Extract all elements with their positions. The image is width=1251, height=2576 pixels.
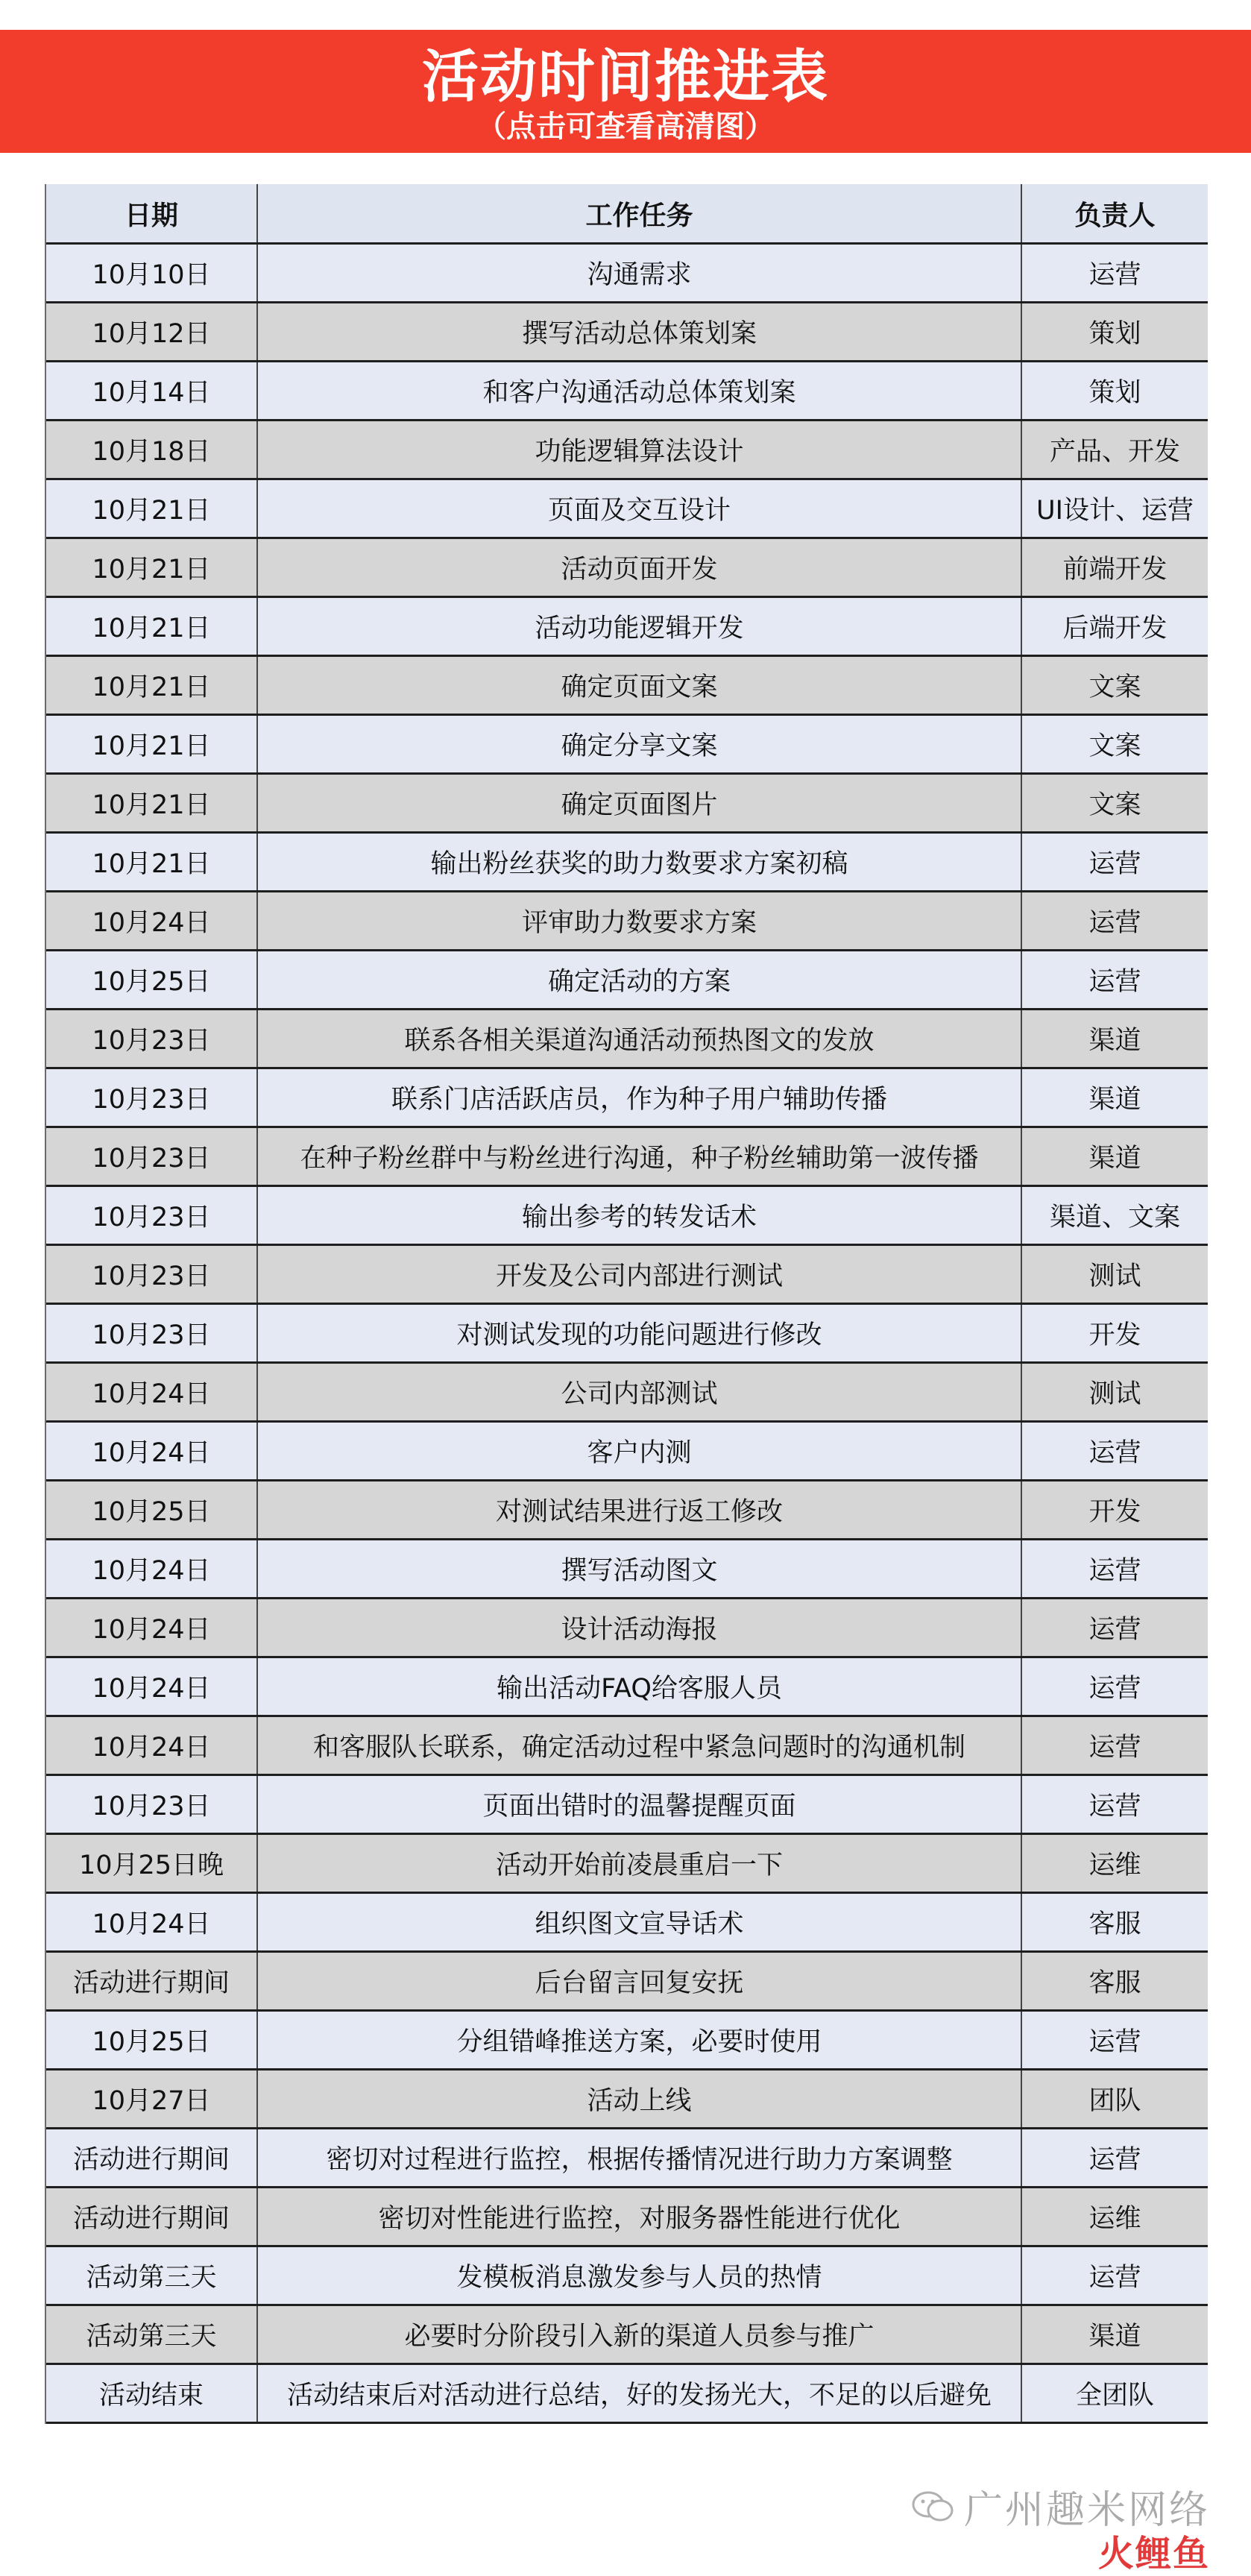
cell-owner: 运营 [1088,1674,1141,1704]
cell-date: 10月10日 [46,245,258,301]
cell-task: 对测试结果进行返工修改 [258,1481,1022,1538]
cell-date: 10月21日 [46,775,258,831]
cell-date: 10月23日 [46,1128,258,1185]
table-row [46,2365,1208,2424]
cell-task: 联系门店活跃店员，作为种子用户辅助传播 [258,1069,1022,1126]
cell-date: 10月21日 [46,480,258,537]
cell-owner: 运营 [1088,849,1141,879]
cell-owner: 运维 [1088,1851,1141,1880]
cell-date: 10月23日 [46,1069,258,1126]
cell-date: 10月21日 [46,598,258,655]
table-row [46,1364,1208,1423]
cell-date: 10月21日 [46,539,258,596]
cell-owner: 开发 [1088,1320,1141,1350]
page-subtitle: （点击可查看高清图） [476,110,775,144]
cell-task: 撰写活动图文 [258,1540,1022,1597]
cell-task: 组织图文宣导话术 [258,1894,1022,1950]
table-row [46,892,1208,951]
cell-task: 撰写活动总体策划案 [258,303,1022,360]
table-row [46,1776,1208,1835]
cell-task: 活动页面开发 [258,539,1022,596]
cell-task: 活动结束后对活动进行总结，好的发扬光大，不足的以后避免 [258,2365,1022,2422]
cell-task: 和客服队长联系，确定活动过程中紧急问题时的沟通机制 [258,1717,1022,1774]
cell-date: 10月12日 [46,303,258,360]
cell-owner: 运营 [1088,2145,1141,2175]
cell-owner: 开发 [1088,1497,1141,1527]
cell-task: 评审助力数要求方案 [258,892,1022,949]
cell-task: 在种子粉丝群中与粉丝进行沟通，种子粉丝辅助第一波传播 [258,1128,1022,1185]
cell-owner: 运营 [1088,908,1141,938]
schedule-table [45,184,1208,2424]
cell-task: 密切对性能进行监控，对服务器性能进行优化 [258,2188,1022,2245]
cell-date: 10月24日 [46,1540,258,1597]
table-row [46,1658,1208,1717]
table-row [46,951,1208,1010]
table-row [46,2247,1208,2306]
cell-task: 沟通需求 [258,245,1022,301]
cell-task: 联系各相关渠道沟通活动预热图文的发放 [258,1010,1022,1067]
cell-date: 10月25日晚 [46,1835,258,1892]
table-row [46,1540,1208,1599]
cell-owner: 运营 [1088,2263,1141,2293]
table-row [46,2070,1208,2129]
cell-task: 确定分享文案 [258,716,1022,772]
cell-owner: 策划 [1088,319,1141,349]
cell-date: 10月27日 [46,2070,258,2127]
cell-owner: 运营 [1088,260,1141,290]
table-row [46,834,1208,892]
cell-date: 10月24日 [46,892,258,949]
cell-task: 确定页面图片 [258,775,1022,831]
cell-date: 10月21日 [46,834,258,890]
cell-owner: 运营 [1088,2027,1141,2057]
cell-date: 活动进行期间 [46,1953,258,2009]
cell-owner: 全团队 [1075,2381,1154,2410]
cell-task: 页面出错时的温馨提醒页面 [258,1776,1022,1833]
cell-owner: 运营 [1088,1438,1141,1468]
cell-owner: UI设计、运营 [1036,496,1194,526]
table-row [46,598,1208,657]
cell-owner: 运营 [1088,1615,1141,1645]
cell-task: 活动上线 [258,2070,1022,2127]
cell-task: 公司内部测试 [258,1364,1022,1420]
cell-owner: 渠道 [1088,1026,1141,1056]
cell-date: 10月23日 [46,1776,258,1833]
header-banner [0,30,1251,153]
cell-owner: 团队 [1088,2086,1141,2116]
cell-date: 10月23日 [46,1187,258,1244]
table-row [46,362,1208,421]
watermark-text: 广州趣米网络 [963,2488,1210,2533]
watermark [897,2474,1210,2575]
column-header-date: 日期 [46,184,258,242]
cell-task: 分组错峰推送方案，必要时使用 [258,2012,1022,2068]
cell-owner: 渠道、文案 [1049,1203,1180,1232]
cell-owner: 测试 [1088,1379,1141,1409]
cell-owner: 文案 [1088,790,1141,820]
cell-task: 活动功能逻辑开发 [258,598,1022,655]
cell-owner: 客服 [1088,1968,1141,1998]
watermark-logo: 火鲤鱼 [1097,2533,1210,2575]
table-row [46,2129,1208,2188]
cell-date: 10月23日 [46,1305,258,1361]
cell-date: 10月21日 [46,716,258,772]
cell-owner: 渠道 [1088,2322,1141,2352]
cell-owner: 前端开发 [1062,555,1168,585]
table-row [46,1246,1208,1305]
cell-date: 10月24日 [46,1717,258,1774]
table-row [46,2306,1208,2365]
table-row [46,2012,1208,2070]
cell-task: 密切对过程进行监控，根据传播情况进行助力方案调整 [258,2129,1022,2186]
cell-date: 活动进行期间 [46,2188,258,2245]
table-row [46,480,1208,539]
cell-owner: 渠道 [1088,1085,1141,1115]
cell-owner: 客服 [1088,1909,1141,1939]
cell-date: 10月24日 [46,1423,258,1479]
page-title: 活动时间推进表 [422,43,829,110]
cell-date: 活动结束 [46,2365,258,2422]
table-row [46,1835,1208,1894]
table-header-row [46,184,1208,245]
table-row [46,775,1208,834]
cell-task: 功能逻辑算法设计 [258,421,1022,478]
table-row [46,1423,1208,1481]
cell-date: 10月24日 [46,1894,258,1950]
cell-task: 活动开始前凌晨重启一下 [258,1835,1022,1892]
cell-date: 10月23日 [46,1010,258,1067]
cell-date: 10月25日 [46,951,258,1008]
cell-task: 发模板消息激发参与人员的热情 [258,2247,1022,2304]
cell-owner: 文案 [1088,731,1141,761]
cell-task: 对测试发现的功能问题进行修改 [258,1305,1022,1361]
cell-date: 活动进行期间 [46,2129,258,2186]
cell-owner: 文案 [1088,673,1141,702]
cell-date: 活动第三天 [46,2247,258,2304]
cell-owner: 运营 [1088,967,1141,997]
cell-task: 输出粉丝获奖的助力数要求方案初稿 [258,834,1022,890]
cell-task: 后台留言回复安抚 [258,1953,1022,2009]
table-row [46,2188,1208,2247]
cell-owner: 测试 [1088,1262,1141,1291]
table-row [46,1481,1208,1540]
cell-date: 10月21日 [46,657,258,714]
cell-date: 活动第三天 [46,2306,258,2363]
cell-task: 设计活动海报 [258,1599,1022,1656]
cell-owner: 运营 [1088,1556,1141,1586]
cell-owner: 运营 [1088,1792,1141,1821]
cell-task: 确定页面文案 [258,657,1022,714]
table-row [46,1953,1208,2012]
cell-date: 10月14日 [46,362,258,419]
table-row [46,1010,1208,1069]
table-row [46,657,1208,716]
cell-owner: 运营 [1088,1733,1141,1763]
table-row [46,245,1208,303]
cell-owner: 渠道 [1088,1144,1141,1174]
table-row [46,1187,1208,1246]
column-header-task: 工作任务 [258,184,1022,242]
cell-owner: 产品、开发 [1049,437,1180,467]
cell-date: 10月25日 [46,1481,258,1538]
cell-date: 10月24日 [46,1599,258,1656]
cell-owner: 后端开发 [1062,614,1168,643]
cell-task: 输出参考的转发话术 [258,1187,1022,1244]
table-row [46,1128,1208,1187]
table-row [46,716,1208,775]
table-row [46,1894,1208,1953]
table-row [46,421,1208,480]
cell-owner: 策划 [1088,378,1141,408]
cell-date: 10月24日 [46,1364,258,1420]
table-row [46,303,1208,362]
cell-task: 必要时分阶段引入新的渠道人员参与推广 [258,2306,1022,2363]
column-header-owner: 负责人 [1074,200,1156,231]
cell-owner: 运维 [1088,2204,1141,2234]
table-row [46,1717,1208,1776]
cell-date: 10月24日 [46,1658,258,1715]
cell-task: 确定活动的方案 [258,951,1022,1008]
table-row [46,1305,1208,1364]
table-row [46,1599,1208,1658]
cell-task: 开发及公司内部进行测试 [258,1246,1022,1303]
cell-task: 客户内测 [258,1423,1022,1479]
cell-task: 页面及交互设计 [258,480,1022,537]
cell-date: 10月23日 [46,1246,258,1303]
table-row [46,1069,1208,1128]
wechat-icon [910,2488,955,2525]
cell-date: 10月18日 [46,421,258,478]
table-row [46,539,1208,598]
cell-date: 10月25日 [46,2012,258,2068]
cell-task: 和客户沟通活动总体策划案 [258,362,1022,419]
cell-task: 输出活动FAQ给客服人员 [258,1658,1022,1715]
